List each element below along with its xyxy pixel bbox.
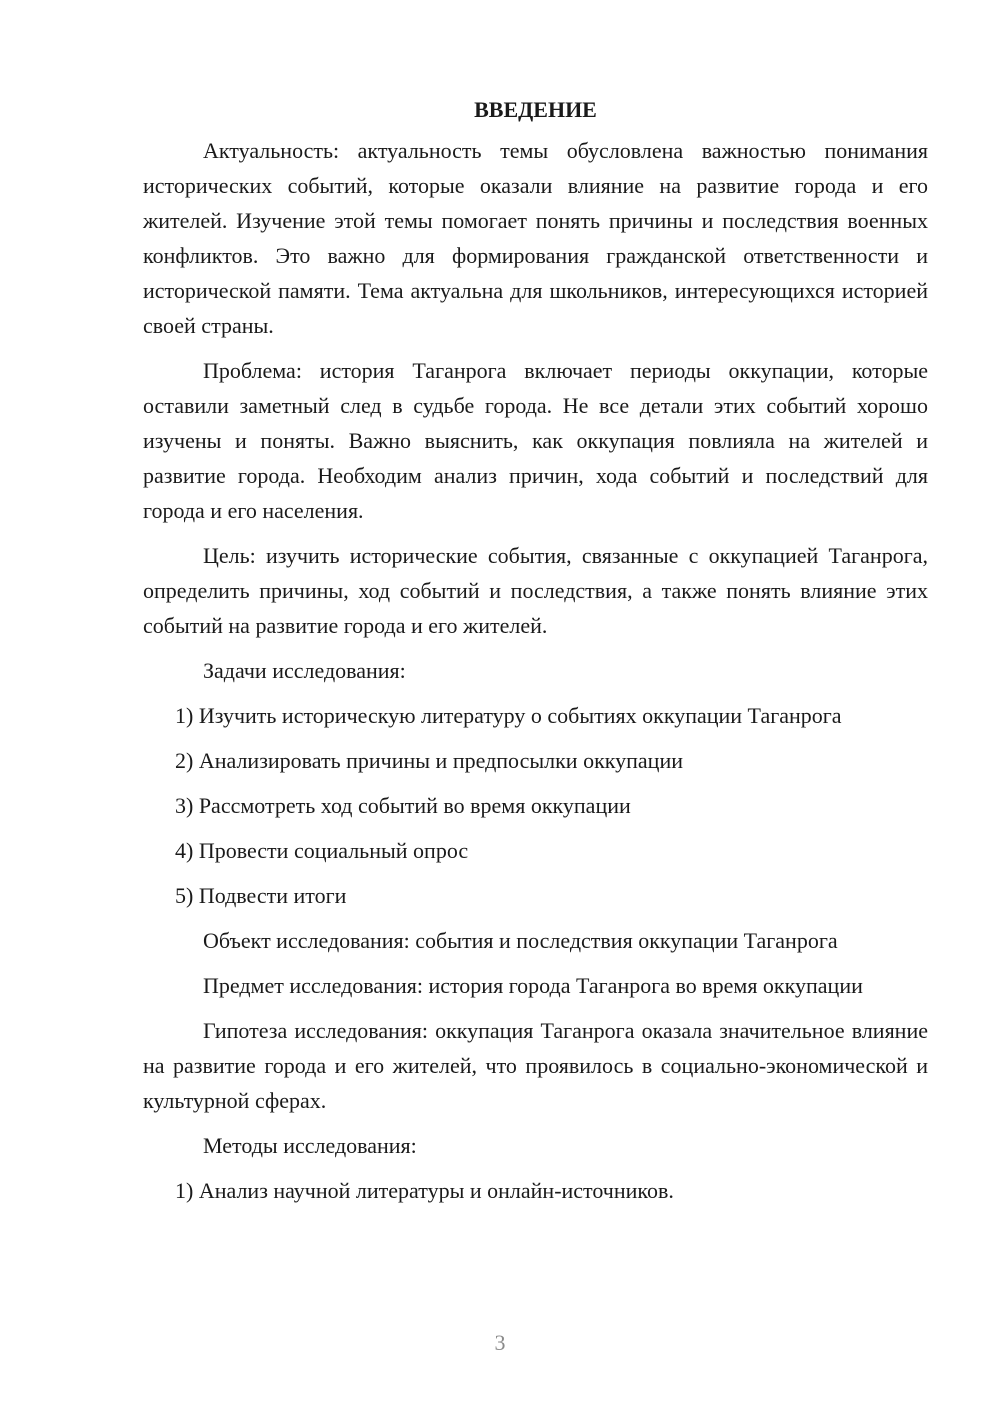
section-heading: ВВЕДЕНИЕ (474, 97, 597, 122)
method-item-1: 1) Анализ научной литературы и онлайн-источников. (175, 1178, 674, 1203)
document-page (143, 92, 928, 1218)
paragraph-object: Объект исследования: события и последствия оккупации Таганрога (203, 928, 838, 953)
paragraph-goal: Цель: изучить исторические события, связанные с оккупацией Таганрога, определить причины, ход событий и последствия, а также понять влияние этих событий на развитие города и его жителей. (143, 543, 928, 638)
page-number: 3 (494, 1330, 506, 1355)
task-item-5: 5) Подвести итоги (175, 883, 347, 908)
methods-title: Методы исследования: (203, 1133, 417, 1158)
paragraph-subject: Предмет исследования: история города Таганрога во время оккупации (203, 973, 863, 998)
task-item-3: 3) Рассмотреть ход событий во время оккупации (175, 793, 631, 818)
paragraph-problem: Проблема: история Таганрога включает периоды оккупации, которые оставили заметный след в судьбе города. Не все детали этих событий хорошо изучены и поняты. Важно выяснить, как оккупация повлияла на жителей и развитие города. Необходим анализ причин, хода событий и последствий для города и его населения. (143, 358, 928, 523)
paragraph-hypothesis: Гипотеза исследования: оккупация Таганрога оказала значительное влияние на развитие города и его жителей, что проявилось в социально-экономической и культурной сферах. (143, 1018, 928, 1113)
task-item-2: 2) Анализировать причины и предпосылки оккупации (175, 748, 683, 773)
paragraph-relevance: Актуальность: актуальность темы обусловлена важностью понимания исторических событий, которые оказали влияние на развитие города и его жителей. Изучение этой темы помогает понять причины и последствия военных конфликтов. Это важно для формирования гражданской ответственности и исторической памяти. Тема актуальна для школьников, интересующихся историей своей страны. (143, 138, 928, 338)
task-item-4: 4) Провести социальный опрос (175, 838, 469, 863)
tasks-title: Задачи исследования: (203, 658, 406, 683)
task-item-1: 1) Изучить историческую литературу о событиях оккупации Таганрога (175, 703, 842, 728)
